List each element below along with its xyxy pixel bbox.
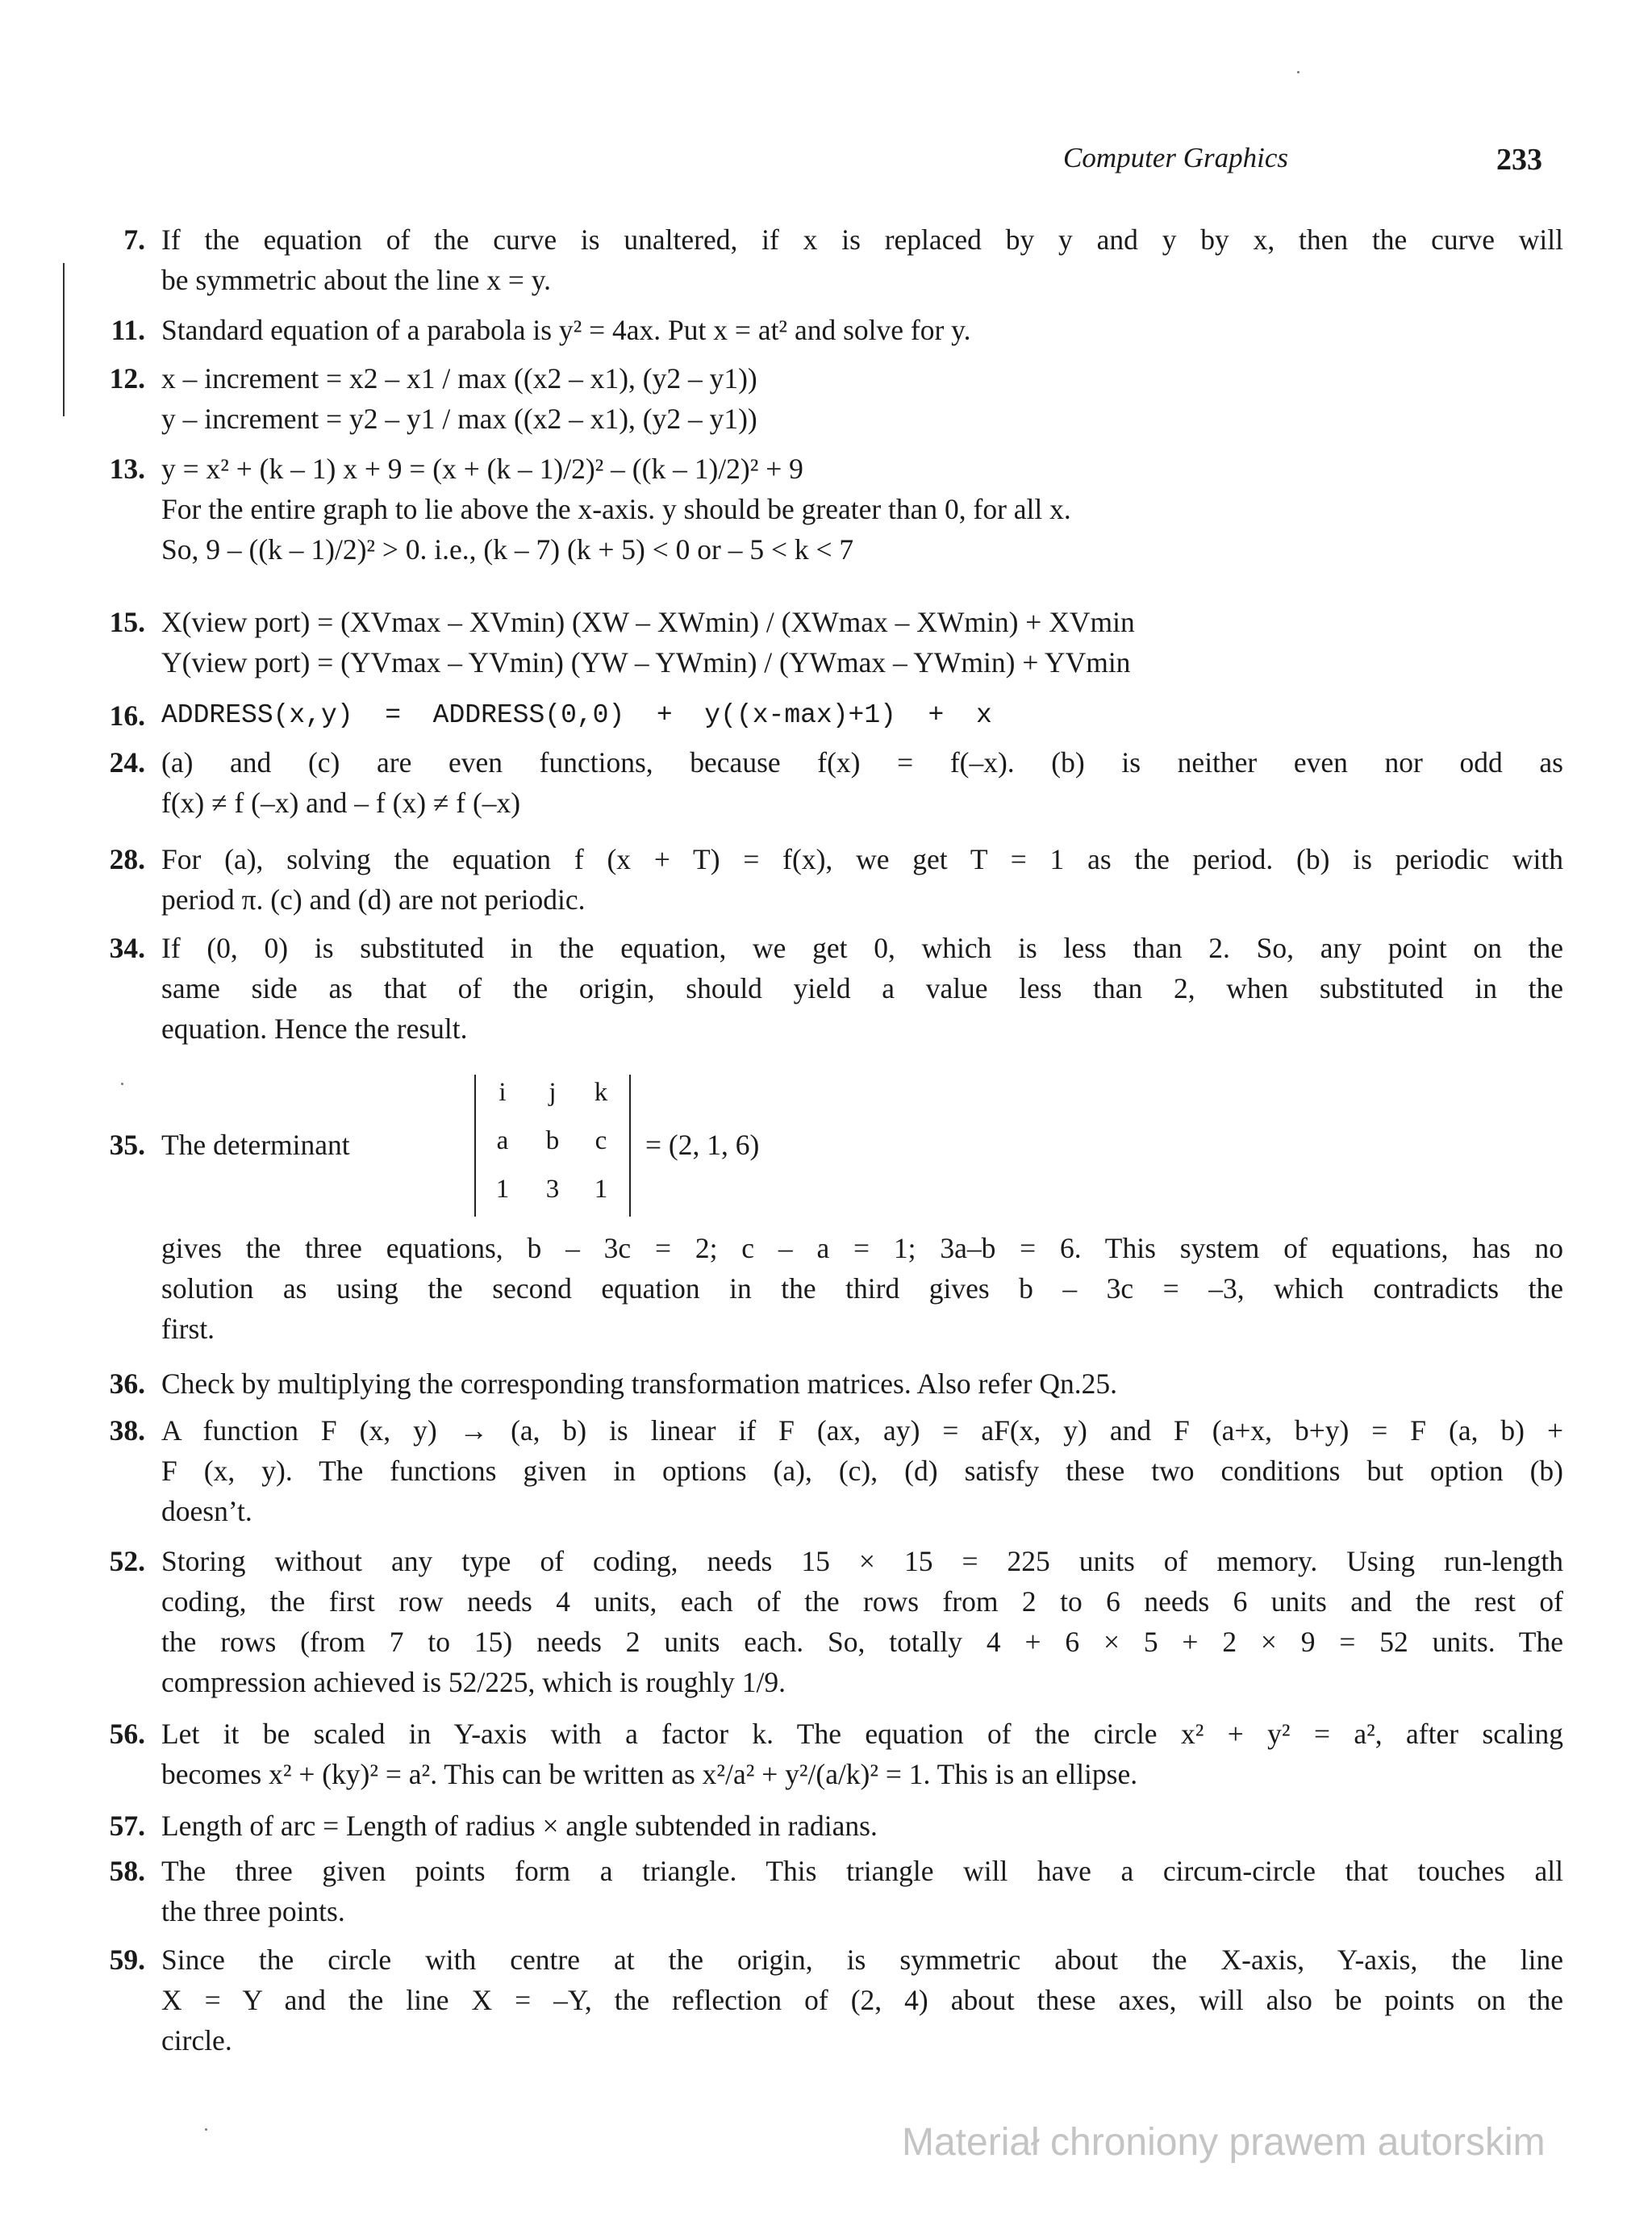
- running-head: [0, 142, 1652, 182]
- answer-line: period π. (c) and (d) are not periodic.: [161, 883, 586, 916]
- answer-line: same side as that of the origin, should yield a value less than 2, when substituted in the: [161, 972, 1563, 1004]
- answer-number: 58.: [109, 1855, 145, 1887]
- determinant-result: = (2, 1, 6): [645, 1129, 760, 1161]
- answer-52: [109, 1541, 1563, 1702]
- matrix-cell: j: [549, 1078, 557, 1107]
- answer-line: Storing without any type of coding, needs 15 × 15 = 225 units of memory. Using run-length: [161, 1545, 1563, 1577]
- answer-line: For (a), solving the equation f (x + T) = f(x), we get T = 1 as the period. (b) is periodic with: [161, 843, 1563, 875]
- answer-number: 35.: [109, 1129, 145, 1161]
- answer-line: coding, the first row needs 4 units, each of the rows from 2 to 6 needs 6 units and the rest of: [161, 1585, 1563, 1618]
- answer-56: [109, 1714, 1563, 1794]
- answer-36: [109, 1363, 1563, 1404]
- answer-line: solution as using the second equation in the third gives b – 3c = –3, which contradicts the: [161, 1272, 1563, 1305]
- answer-number: 12.: [109, 362, 145, 395]
- answer-12: [109, 358, 1563, 439]
- answer-number: 38.: [109, 1414, 145, 1447]
- answer-number: 36.: [109, 1367, 145, 1400]
- matrix-cell: c: [594, 1126, 607, 1155]
- answer-35-determinant: [109, 1075, 1563, 1220]
- answer-line: Length of arc = Length of radius × angle subtended in radians.: [161, 1810, 878, 1842]
- answer-28: [109, 839, 1563, 920]
- answer-38: [109, 1410, 1563, 1531]
- answer-line: y = x² + (k – 1) x + 9 = (x + (k – 1)/2)² – ((k – 1)/2)² + 9: [161, 453, 803, 485]
- answer-line: If the equation of the curve is unaltered, if x is replaced by y and y by x, then the curve will: [161, 223, 1563, 256]
- answer-line: Since the circle with centre at the origin, is symmetric about the X-axis, Y-axis, the line: [161, 1944, 1563, 1976]
- answer-line: Let it be scaled in Y-axis with a factor k. The equation of the circle x² + y² = a², after scaling: [161, 1718, 1563, 1750]
- answer-line: first.: [161, 1313, 215, 1345]
- answer-line: X(view port) = (XVmax – XVmin) (XW – XWmin) / (XWmax – XWmin) + XVmin: [161, 606, 1135, 638]
- answer-24: [109, 742, 1563, 823]
- answer-7: [123, 219, 1563, 300]
- matrix-cell: 3: [545, 1175, 560, 1204]
- page-number: 233: [1496, 143, 1542, 177]
- running-head-title: Computer Graphics: [1063, 142, 1289, 173]
- answer-number: 34.: [109, 932, 145, 964]
- matrix-cell: 1: [594, 1175, 608, 1204]
- matrix-cell: k: [594, 1078, 608, 1107]
- answer-number: 28.: [109, 843, 145, 875]
- answer-59: [109, 1939, 1563, 2061]
- answer-line: gives the three equations, b – 3c = 2; c – a = 1; 3a–b = 6. This system of equations, has no: [161, 1232, 1563, 1264]
- scan-speck: [121, 1083, 123, 1085]
- answer-57: [109, 1806, 1563, 1846]
- answer-34: [109, 928, 1563, 1049]
- answer-line: For the entire graph to lie above the x-axis. y should be greater than 0, for all x.: [161, 493, 1071, 525]
- answer-line: So, 9 – ((k – 1)/2)² > 0. i.e., (k – 7) (k + 5) < 0 or – 5 < k < 7: [161, 533, 854, 566]
- answer-line: f(x) ≠ f (–x) and – f (x) ≠ f (–x): [161, 787, 521, 819]
- answer-number: 24.: [109, 746, 145, 779]
- answer-number: 11.: [111, 314, 145, 346]
- answer-number: 56.: [109, 1718, 145, 1750]
- answer-line: Standard equation of a parabola is y² = 4ax. Put x = at² and solve for y.: [161, 314, 971, 346]
- answer-line: the rows (from 7 to 15) needs 2 units each. So, totally 4 + 6 × 5 + 2 × 9 = 52 units. The: [161, 1626, 1563, 1658]
- answer-line: (a) and (c) are even functions, because f(x) = f(–x). (b) is neither even nor odd as: [161, 746, 1563, 779]
- answer-line: becomes x² + (ky)² = a². This can be written as x²/a² + y²/(a/k)² = 1. This is an ellipse.: [161, 1758, 1138, 1790]
- matrix-cell: 1: [495, 1175, 510, 1204]
- scan-speck: [1297, 71, 1299, 73]
- answer-number: 52.: [109, 1545, 145, 1577]
- answer-line: A function F (x, y) → (a, b) is linear if F (ax, ay) = aF(x, y) and F (a+x, b+y) = F (a, b) +: [161, 1414, 1563, 1447]
- answer-11: [111, 310, 1563, 350]
- answer-line: Y(view port) = (YVmax – YVmin) (YW – YWmin) / (YWmax – YWmin) + YVmin: [161, 646, 1131, 678]
- answer-line: X = Y and the line X = –Y, the reflection of (2, 4) about these axes, will also be points on the: [161, 1984, 1563, 2016]
- answer-line: F (x, y). The functions given in options (a), (c), (d) satisfy these two conditions but option (b): [161, 1455, 1563, 1487]
- answer-line: Check by multiplying the corresponding transformation matrices. Also refer Qn.25.: [161, 1367, 1118, 1400]
- matrix-cell: i: [499, 1078, 507, 1107]
- answer-line: doesn’t.: [161, 1495, 252, 1527]
- answer-number: 16.: [109, 699, 145, 732]
- answer-line: circle.: [161, 2024, 232, 2056]
- answer-line: x – increment = x2 – x1 / max ((x2 – x1), (y2 – y1)): [161, 362, 757, 395]
- answer-line: y – increment = y2 – y1 / max ((x2 – x1), (y2 – y1)): [161, 403, 757, 435]
- margin-scan-line: [63, 263, 65, 416]
- answer-line: the three points.: [161, 1895, 345, 1927]
- answer-35: [161, 1228, 1563, 1349]
- answer-number: 15.: [109, 606, 145, 638]
- answer-number: 13.: [109, 453, 145, 485]
- matrix-cell: b: [545, 1126, 560, 1155]
- answer-line: be symmetric about the line x = y.: [161, 264, 552, 296]
- answer-line: The three given points form a triangle. This triangle will have a circum-circle that touches all: [161, 1855, 1563, 1887]
- answer-number: 7.: [123, 223, 145, 256]
- matrix-cell: a: [496, 1126, 509, 1155]
- answer-line: equation. Hence the result.: [161, 1013, 468, 1045]
- answer-code-line: ADDRESS(x,y) = ADDRESS(0,0) + y((x-max)+1) + x: [161, 700, 992, 730]
- answer-number: 57.: [109, 1810, 145, 1842]
- answer-15: [109, 602, 1563, 683]
- answer-58: [109, 1851, 1563, 1931]
- copyright-watermark: Materiał chroniony prawem autorskim: [902, 2121, 1546, 2164]
- answer-line: If (0, 0) is substituted in the equation, we get 0, which is less than 2. So, any point on the: [161, 932, 1563, 964]
- answer-13: [109, 449, 1563, 570]
- determinant-label: The determinant: [161, 1129, 350, 1161]
- answer-number: 59.: [109, 1944, 145, 1976]
- answer-line: compression achieved is 52/225, which is roughly 1/9.: [161, 1666, 786, 1698]
- determinant-matrix: [474, 1075, 631, 1217]
- scan-speck: [205, 2128, 207, 2131]
- answer-16: [109, 695, 1563, 736]
